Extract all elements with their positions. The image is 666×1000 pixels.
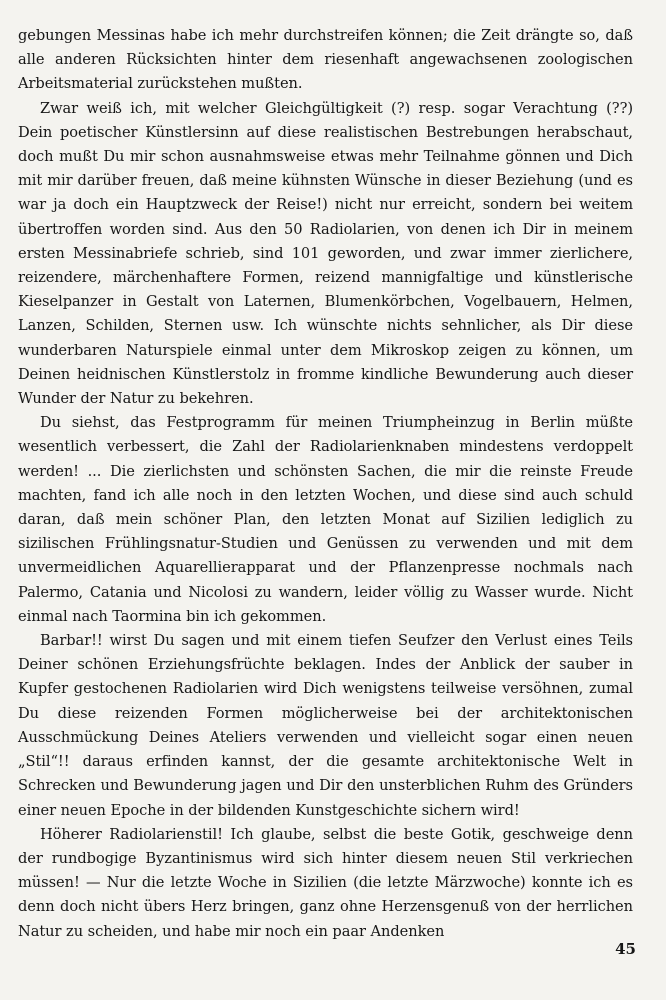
paragraph-barbar: Barbar!! wirst Du sagen und mit einem tiefen Seufzer den Verlust eines Teils Deiner schönen Erziehungsfrüchte beklagen. Indes der Anblick der sauber in Kupfer gestochenen Radiolarien wird Dich wenigstens teilweise versöhnen, zumal Du diese reizenden Formen möglicherweise bei der architektonischen Ausschmückung Deines Ateliers verwenden und vielleicht sogar einen neuen „Stil“!! daraus erfinden kannst, der die gesamte architektonische Welt in Schrecken und Bewunderung jagen und Dir den unsterblichen Ruhm des Gründers einer neuen Epoche in der bildenden Kunstgeschichte sichern wird! (18, 632, 633, 819)
paragraph-radiolarienstil: Höherer Radiolarienstil! Ich glaube, selbst die beste Gotik, geschweige denn der rundbogige Byzantinismus wird sich hinter diesem neuen Stil verkriechen müssen! — Nur die letzte Woche in Sizilien (die letzte Märzwoche) konnte ich es denn doch nicht übers Herz bringen, ganz ohne Herzensgenuß von der herrlichen Natur zu scheiden, und habe mir noch ein paar Andenken (18, 825, 633, 940)
paragraph-continuation: gebungen Messinas habe ich mehr durchstreifen können; die Zeit drängte so, daß alle anderen Rücksichten hinter dem riesenhaft angewachsenen zoologischen Arbeitsmaterial zurückstehen mußten. (18, 27, 633, 93)
page-number: 45 (615, 940, 636, 958)
paragraph-radiolarien: Zwar weiß ich, mit welcher Gleichgültigkeit (?) resp. sogar Verachtung (??) Dein poetischer Künstlersinn auf diese realistischen Bestrebungen herabschaut, doch mußt Du mir schon ausnahmsweise etwas mehr Teilnahme gönnen und Dich mit mir darüber freuen, daß meine kühnsten Wünsche in dieser Beziehung (und es war ja doch ein Hauptzweck der Reise!) nicht nur erreicht, sondern bei weitem übertroffen worden sind. Aus den 50 Radiolarien, von denen ich Dir in meinem ersten Messinabriefe schrieb, sind 101 geworden, und zwar immer zierlichere, reizendere, märchenhaftere Formen, reizend mannigfaltige und künstlerische Kieselpanzer in Gestalt von Laternen, Blumenkörbchen, Vogelbauern, Helmen, Lanzen, Schilden, Sternen usw. Ich wünschte nichts sehnlicher, als Dir diese wunderbaren Naturspiele einmal unter dem Mikroskop zeigen zu können, um Deinen heidnischen Künstlerstolz in fromme kindliche Bewunderung auch dieser Wunder der Natur zu bekehren. (18, 99, 633, 408)
paragraph-festprogramm: Du siehst, das Festprogramm für meinen Triumpheinzug in Berlin müßte wesentlich verbessert, die Zahl der Radiolarienknaben mindestens verdoppelt werden! ... Die zierlichsten und schönsten Sachen, die mir die reinste Freude machten, fand ich alle noch in den letzten Wochen, und diese sind auch schuld daran, daß mein schöner Plan, den letzten Monat auf Sizilien lediglich zu sizilischen Frühlingsnatur-Studien und Genüssen zu verwenden und mit dem unvermeidlichen Aquarellierapparat und der Pflanzenpresse nochmals nach Palermo, Catania und Nicolosi zu wandern, leider völlig zu Wasser wurde. Nicht einmal nach Taormina bin ich gekommen. (18, 414, 633, 625)
book-page (18, 24, 633, 984)
